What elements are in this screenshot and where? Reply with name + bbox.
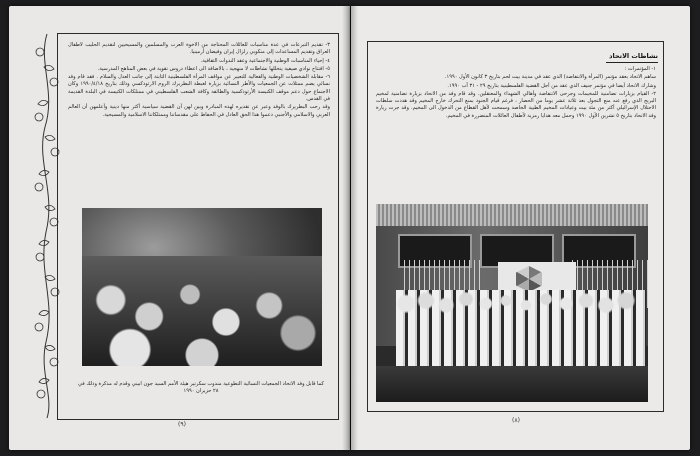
left-photo-caption: كما قابل وفد الاتحاد الجمعيات النسائية التطوعية مندوب سكرتير هيئة الأمم السيد جون ابيني وقدم له مذكرة وذلك في ٢٨ حزيران ١٩٩٠ [78, 381, 324, 395]
left-paragraph: ٦- مقابلة الشخصيات الوطنية والفعالية للتعبير عن مواقف المرأة الفلسطينية الثابتة إلى جانب العدل والسلام . فقد قام وفد نسائي يضم ممثلات عن الجمعيات والأطر النسائية بزيارة لغبطة البطريرك الروم الارثوذكسي وذلك بتاريخ ١٩٩٠/٤/١٨ وكان الاجتماع حول دعم موقف الكنيسة الأرثوذكسية والطائفة وكافة الشعب الفلسطيني في ممتلكات الكنيسة في البلدة القديمة في القدس. [68, 74, 330, 103]
children-stage-photo [376, 204, 648, 402]
right-paragraph: ساهم الاتحاد بعقد مؤتمر (المرأة والانتفاضة) الذي عقد في مدينة بيت لحم بتاريخ ٣ كانون الأول ١٩٩٠. [444, 74, 656, 81]
right-paragraph: ١- المؤتمرات : [624, 66, 656, 72]
left-paragraph: ٥- افتتاح نوادي صيفية يتخللها نشاطات لا منهجية ، بالاضافة الى اعطاء دروس تقوية في بعض المناهج المدرسية. [97, 65, 330, 72]
left-paragraph: ٤- إحياء المناسبات الوطنية والاجتماعية وعقد الندوات الثقافية. [200, 57, 330, 64]
title-underline [606, 62, 658, 63]
right-paragraph: وشارك الاتحاد أيضا في مؤتمر جنيف الذي عقد من أجل القضية الفلسطينية بتاريخ ٢٩ - ٣١ آب ١٩٩٠. [447, 82, 656, 89]
right-page-number: (٨) [512, 417, 520, 424]
left-page-text [68, 42, 330, 204]
section-title: نشاطات الاتحاد [609, 52, 658, 60]
page-gutter [342, 6, 358, 450]
photo-crowd [82, 256, 322, 366]
right-paragraph: ٢- القيام بزيارات تضامنية للمخيمات وجرحى الانتفاضة وأهالي الشهداء والمعتقلين. وقد قام وفد من الاتحاد بزيارة تضامنية لمخيم البريج الذي رفع عنه منع التجول بعد ثلاثة عشر يوما من الحصار ، فرغم قيام الجنود بمنع التحرك خارج المخيم وقد هددت سلطات الاحتلال الإسرائيلي أكثر من مئة بيت وعيادات المخيم الطبية الخاصة وسمحت لأهل القطاع من الدخول الى المخيم. وقد جرت زيارة وفد الاتحاد بتاريخ ٥ تشرين الأول ١٩٩٠ وحمل معه هدايا رمزية لأطفال العائلات المتضررة في المخيم. [376, 90, 656, 119]
photo-stage [376, 366, 648, 402]
photo-children-group [396, 290, 646, 366]
left-paragraph: وقد رحب البطريرك بالوفد وعبر عن تقديره لهذه المبادرة وبين لهن أن القضية سياسية أكثر منها دينية وأعلمهن أن العالم العربي والاسلامي والأجنبي دعموا هذا الحق العادل في الحفاظ على مقدساتنا وممتلكاتنا الاسلامية والمسيحية. [68, 104, 330, 118]
photo-roof [376, 204, 648, 226]
left-paragraph: ٣- تقديم التبرعات في عدة مناسبات للعائلات المحتاجة من الأخوة العرب والمسلمين والمسيحيين لتقديم الحليب لأطفال العراق وتقديم المساعدات إلى منكوبي زلزال إيران وفيضان أرمينيا. [68, 42, 330, 56]
right-page-text [376, 66, 656, 200]
delegation-meeting-photo [82, 208, 322, 366]
left-page-number: (٩) [178, 421, 186, 428]
